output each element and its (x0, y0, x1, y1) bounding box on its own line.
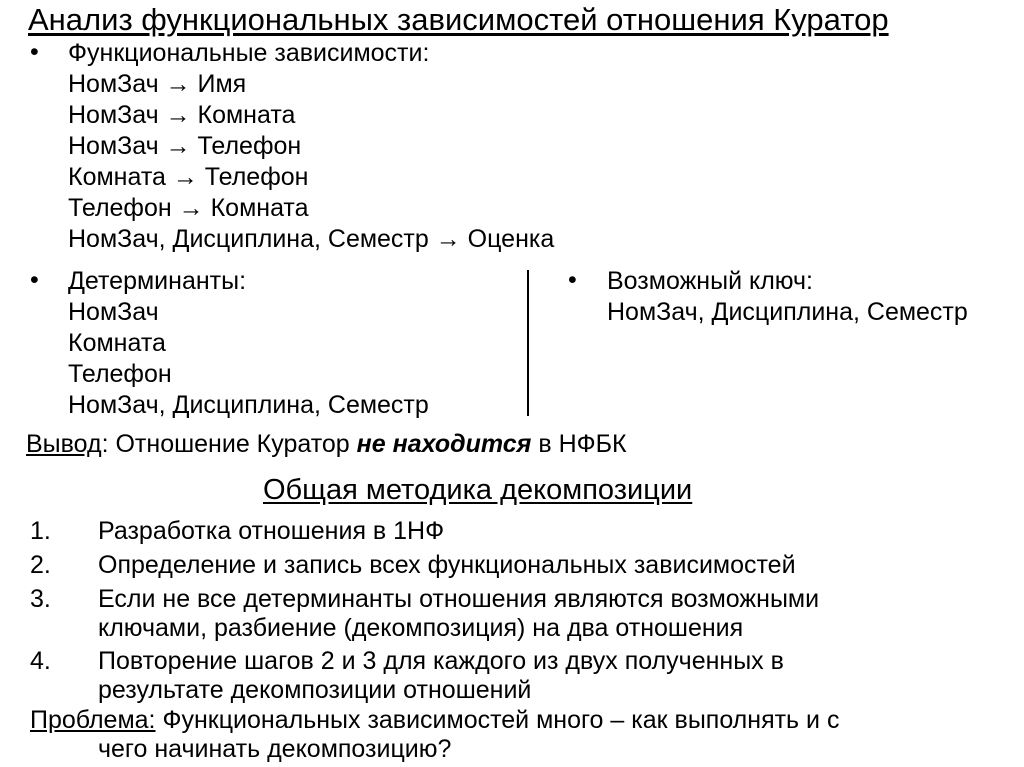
fd-item: НомЗач → Комната (68, 101, 296, 129)
conclusion-emphasis: не находится (356, 430, 532, 458)
fd-item: Телефон → Комната (68, 194, 309, 222)
step-number: 3. (30, 585, 51, 613)
det-item: НомЗач (68, 298, 159, 326)
fd-bullet: • (30, 38, 39, 66)
det-item: Телефон (68, 360, 172, 388)
key-value: НомЗач, Дисциплина, Семестр (607, 298, 968, 326)
problem-label: Проблема: (30, 706, 156, 734)
step-text: Если не все детерминанты отношения являются возможными ключами, разбиение (декомпозиция) на два отношения (98, 585, 820, 642)
problem-line1: Функциональных зависимостей много – как выполнять и с (155, 706, 840, 734)
column-divider (527, 270, 529, 416)
fd-item: НомЗач → Имя (68, 70, 247, 98)
conclusion-text2: в НФБК (531, 430, 627, 458)
det-item: НомЗач, Дисциплина, Семестр (68, 391, 429, 419)
det-item: Комната (68, 329, 166, 357)
method-title: Общая методика декомпозиции (263, 474, 693, 506)
fd-item: НомЗач → Телефон (68, 132, 302, 160)
key-label: Возможный ключ: (607, 267, 813, 295)
problem (30, 706, 839, 764)
step-text: Разработка отношения в 1НФ (98, 517, 445, 545)
step-number: 1. (30, 517, 51, 545)
step-text: Определение и запись всех функциональных зависимостей (98, 551, 796, 579)
det-bullet: • (30, 266, 39, 294)
det-label: Детерминанты: (68, 267, 247, 295)
fd-list (68, 69, 554, 255)
step-number: 4. (30, 647, 51, 675)
problem-line2: чего начинать декомпозицию? (98, 735, 452, 763)
fd-item: Комната → Телефон (68, 163, 309, 191)
step-text: Повторение шагов 2 и 3 для каждого из двух полученных в результате декомпозиции отношений (98, 647, 784, 704)
fd-label: Функциональные зависимости: (68, 39, 430, 67)
key-bullet: • (568, 266, 577, 294)
conclusion-text1: : Отношение Куратор (101, 430, 357, 458)
step-number: 2. (30, 551, 51, 579)
fd-item: НомЗач, Дисциплина, Семестр → Оценка (68, 225, 555, 253)
conclusion-label: Вывод (26, 430, 102, 458)
slide-title: Анализ функциональных зависимостей отношения Куратор (28, 2, 889, 37)
conclusion (26, 430, 627, 459)
det-list (68, 297, 429, 421)
